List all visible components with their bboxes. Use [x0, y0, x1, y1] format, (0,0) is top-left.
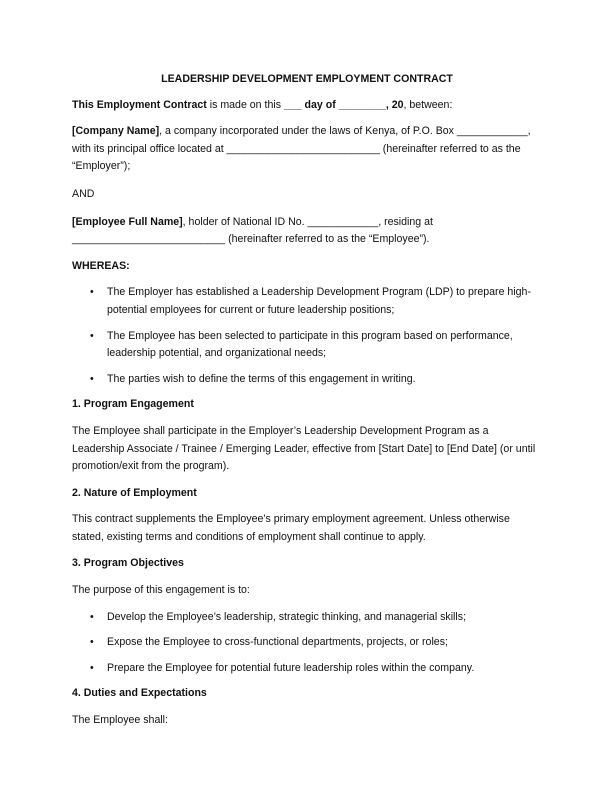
section-4-intro: The Employee shall:: [72, 714, 168, 727]
section-1-heading: 1. Program Engagement: [72, 398, 194, 411]
intro-text-1: is made on this: [206, 98, 284, 111]
list-item-text: Prepare the Employee for potential future leadership roles within the company.: [107, 661, 475, 674]
section-2-body: This contract supplements the Employee’s primary employment agreement. Unless otherwise stated, existing terms and conditions of employment shall continue to apply.: [72, 513, 510, 543]
intro-bold-lead: This Employment Contract: [72, 98, 207, 111]
bullet-icon: •: [90, 661, 94, 674]
list-item-text: The Employee has been selected to participate in this program based on performance, leadership potential, and organizational needs;: [107, 329, 513, 360]
document-body: [72, 71, 542, 739]
bullet-icon: •: [90, 610, 94, 623]
list-item: [72, 284, 542, 319]
whereas-list: [72, 284, 542, 388]
list-item: [72, 634, 542, 652]
bullet-icon: •: [90, 329, 94, 342]
bullet-icon: •: [90, 286, 94, 299]
list-item: [72, 660, 542, 678]
list-item: [72, 328, 542, 363]
bullet-icon: •: [90, 636, 94, 649]
section-2-heading: 2. Nature of Employment: [72, 486, 197, 499]
employee-paragraph: [72, 214, 542, 249]
section-3-heading: 3. Program Objectives: [72, 557, 184, 570]
document-title: LEADERSHIP DEVELOPMENT EMPLOYMENT CONTRACT: [161, 73, 453, 85]
bullet-icon: •: [90, 372, 94, 385]
list-item: [72, 609, 542, 627]
section-3-intro: The purpose of this engagement is to:: [72, 584, 250, 597]
employee-name-placeholder: [Employee Full Name]: [72, 215, 183, 228]
intro-date-blank: ___ day of ________, 20: [283, 98, 404, 111]
list-item-text: The parties wish to define the terms of this engagement in writing.: [107, 372, 416, 385]
employee-details: , holder of National ID No. ____________, residing at __________________________ (hereinafter referred to as the “Employee”).: [72, 215, 433, 246]
objectives-list: [72, 609, 542, 678]
and-conjunction: AND: [72, 187, 95, 200]
list-item-text: The Employer has established a Leadership Development Program (LDP) to prepare high-potential employees for current or future leadership positions;: [107, 286, 531, 316]
section-4-heading: 4. Duties and Expectations: [72, 687, 207, 700]
employer-details: , a company incorporated under the laws of Kenya, of P.O. Box ____________, with its principal office located at __________________________ (hereinafter referred to as the “Employer”);: [72, 125, 531, 173]
list-item-text: Expose the Employee to cross-functional departments, projects, or roles;: [107, 636, 448, 649]
list-item-text: Develop the Employee’s leadership, strategic thinking, and managerial skills;: [107, 610, 467, 623]
list-item: [72, 371, 542, 389]
employer-paragraph: [72, 123, 542, 176]
section-1-body: The Employee shall participate in the Employer’s Leadership Development Program as a Leadership Associate / Trainee / Emerging Leader, effective from [Start Date] to [End Date] (or until promotion/exit from the program).: [72, 424, 536, 473]
employer-name-placeholder: [Company Name]: [72, 125, 160, 138]
intro-text-2: , between:: [403, 98, 453, 111]
whereas-heading: WHEREAS:: [72, 259, 130, 272]
intro-paragraph: [72, 97, 542, 115]
